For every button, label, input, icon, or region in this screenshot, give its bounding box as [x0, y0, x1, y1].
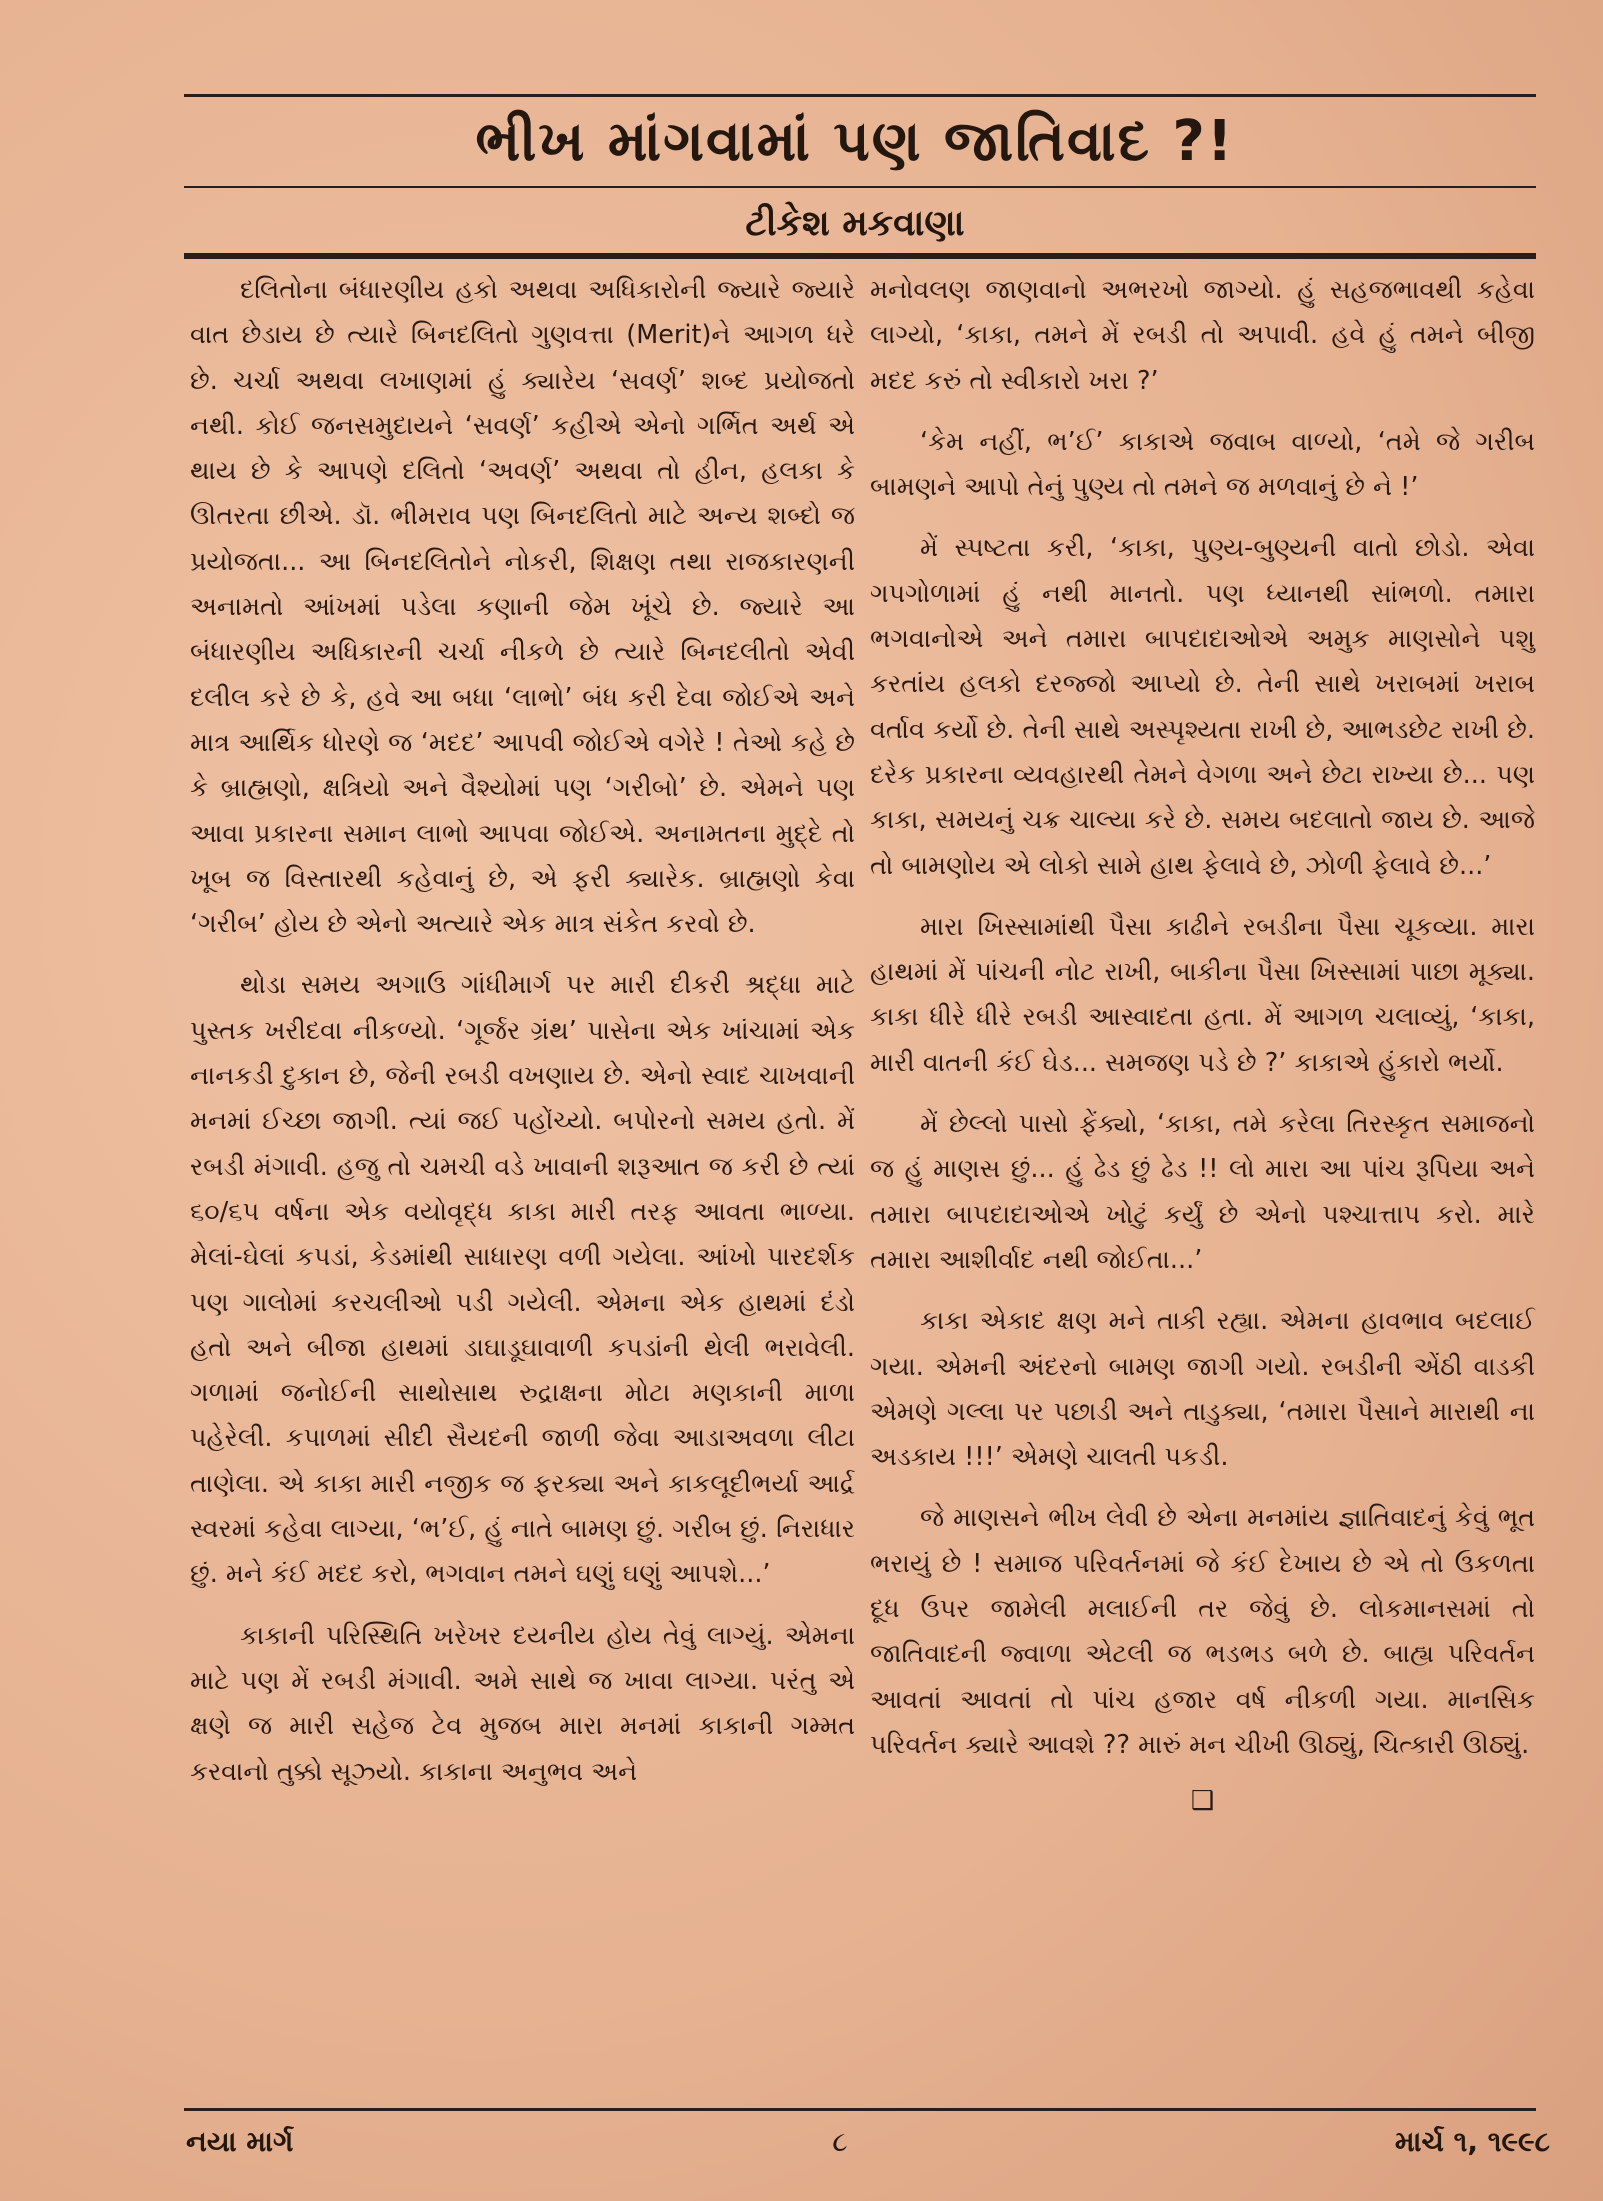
paragraph: ‘કેમ નહીં, ભ’ઈ’ કાકાએ જવાબ વાળ્યો, ‘તમે જે ગરીબ બામણને આપો તેનું પુણ્ય તો તમને જ મળવાનું છે ને !’ — [870, 426, 1535, 503]
author-name: ટીકેશ મકવાણા — [745, 203, 965, 244]
article-title: ભીખ માંગવામાં પણ જાતિવાદ ?! — [475, 109, 1235, 174]
paragraph: કાકા એકાદ ક્ષણ મને તાકી રહ્યા. એમના હાવભાવ બદલાઈ ગયા. એમની અંદરનો બામણ જાગી ગયો. રબડીની એંઠી વાડકી એમણે ગલ્લા પર પછાડી અને તાડુક્યા, ‘તમારા પૈસાને મારાથી ના અડકાય !!!’ એમણે ચાલતી પકડી. — [870, 1306, 1535, 1473]
top-rule — [184, 94, 1536, 97]
page-number: ૮ — [832, 2125, 848, 2158]
paragraph: મનોવલણ જાણવાનો અભરખો જાગ્યો. હું સહજભાવથી કહેવા લાગ્યો, ‘કાકા, તમને મેં રબડી તો અપાવી. હવે હું તમને બીજી મદદ કરું તો સ્વીકારો ખરા ?’ — [870, 275, 1535, 396]
issue-date: માર્ચ ૧, ૧૯૯૮ — [1394, 2125, 1550, 2158]
footer-rule — [184, 2108, 1536, 2111]
paragraph: કાકાની પરિસ્થિતિ ખરેખર દયનીય હોય તેવું લાગ્યું. એમના માટે પણ મેં રબડી મંગાવી. અમે સાથે જ ખાવા લાગ્યા. પરંતુ એ ક્ષણે જ મારી સહેજ ટેવ મુજબ મારા મનમાં કાકાની ગમ્મત કરવાનો તુક્કો સૂઝ્યો. કાકાના અનુભવ અને — [190, 1620, 855, 1787]
title-rule — [184, 186, 1536, 188]
paragraph: થોડા સમય અગાઉ ગાંધીમાર્ગ પર મારી દીકરી શ્રદ્ધા માટે પુસ્તક ખરીદવા નીકળ્યો. ‘ગૂર્જર ગ્રંથ’ પાસેના એક ખાંચામાં એક નાનકડી દુકાન છે, જેની રબડી વખણાય છે. એનો સ્વાદ ચાખવાની મનમાં ઈચ્છા જાગી. ત્યાં જઈ પહોંચ્યો. બપોરનો સમય હતો. મેં રબડી મંગાવી. હજુ તો ચમચી વડે ખાવાની શરૂઆત જ કરી છે ત્યાં ૬૦/૬૫ વર્ષના એક વયોવૃદ્ધ કાકા મારી તરફ આવતા ભાળ્યા. મેલાં-ઘેલાં કપડાં, કેડમાંથી સાધારણ વળી ગયેલા. આંખો પારદર્શક પણ ગાલોમાં કરચલીઓ પડી ગયેલી. એમના એક હાથમાં દંડો હતો અને બીજા હાથમાં ડાઘાડૂઘાવાળી કપડાંની થેલી ભરાવેલી. ગળામાં જનોઈની સાથોસાથ રુદ્રાક્ષના મોટા મણકાની માળા પહેરેલી. કપાળમાં સીદી સૈયદની જાળી જેવા આડાઅવળા લીટા તાણેલા. એ કાકા મારી નજીક જ ફરક્યા અને કાકલૂદીભર્યા આર્દ્ર સ્વરમાં કહેવા લાગ્યા, ‘ભ’ઈ, હું નાતે બામણ છું. ગરીબ છું. નિરાધાર છું. મને કંઈ મદદ કરો, ભગવાન તમને ઘણું ઘણું આપશે...’ — [190, 970, 855, 1590]
publication-name: નયા માર્ગ — [186, 2125, 294, 2158]
left-column — [190, 268, 855, 1811]
paragraph: દલિતોના બંધારણીય હકો અથવા અધિકારોની જ્યારે જ્યારે વાત છેડાય છે ત્યારે બિનદલિતો ગુણવત્તા (Merit)ને આગળ ધરે છે. ચર્ચા અથવા લખાણમાં હું ક્યારેય ‘સવર્ણ’ શબ્દ પ્રયોજતો નથી. કોઈ જનસમુદાયને ‘સવર્ણ’ કહીએ એનો ગર્ભિત અર્થ એ થાય છે કે આપણે દલિતો ‘અવર્ણ’ અથવા તો હીન, હલકા કે ઊતરતા છીએ. ડૉ. ભીમરાવ પણ બિનદલિતો માટે અન્ય શબ્દો જ પ્રયોજતા... આ બિનદલિતોને નોકરી, શિક્ષણ તથા રાજકારણની અનામતો આંખમાં પડેલા કણાની જેમ ખૂંચે છે. જ્યારે આ બંધારણીય અધિકારની ચર્ચા નીકળે છે ત્યારે બિનદલીતો એવી દલીલ કરે છે કે, હવે આ બધા ‘લાભો’ બંધ કરી દેવા જોઈએ અને માત્ર આર્થિક ધોરણે જ ‘મદદ’ આપવી જોઈએ વગેરે ! તેઓ કહે છે કે બ્રાહ્મણો, ક્ષત્રિયો અને વૈશ્યોમાં પણ ‘ગરીબો’ છે. એમને પણ આવા પ્રકારના સમાન લાભો આપવા જોઈએ. અનામતના મુદ્દે તો ખૂબ જ વિસ્તારથી કહેવાનું છે, એ ફરી ક્યારેક. બ્રાહ્મણો કેવા ‘ગરીબ’ હોય છે એનો અત્યારે એક માત્ર સંકેત કરવો છે. — [190, 275, 855, 940]
right-column — [870, 268, 1535, 1818]
paragraph: મેં સ્પષ્ટતા કરી, ‘કાકા, પુણ્ય-બુણ્યની વાતો છોડો. એવા ગપગોળામાં હું નથી માનતો. પણ ધ્યાનથી સાંભળો. તમારા ભગવાનોએ અને તમારા બાપદાદાઓએ અમુક માણસોને પશુ કરતાંય હલકો દરજ્જો આપ્યો છે. તેની સાથે ખરાબમાં ખરાબ વર્તાવ કર્યો છે. તેની સાથે અસ્પૃશ્યતા રાખી છે, આભડછેટ રાખી છે. દરેક પ્રકારના વ્યવહારથી તેમને વેગળા અને છેટા રાખ્યા છે... પણ કાકા, સમયનું ચક્ર ચાલ્યા કરે છે. સમય બદલાતો જાય છે. આજે તો બામણોય એ લોકો સામે હાથ ફેલાવે છે, ઝોળી ફેલાવે છે...’ — [870, 533, 1535, 881]
paragraph: જે માણસને ભીખ લેવી છે એના મનમાંય જ્ઞાતિવાદનું કેવું ભૂત ભરાયું છે ! સમાજ પરિવર્તનમાં જે કંઈ દેખાય છે એ તો ઉકળતા દૂધ ઉપર જામેલી મલાઈની તર જેવું છે. લોકમાનસમાં તો જાતિવાદની જ્વાળા એટલી જ ભડભડ બળે છે. બાહ્ય પરિવર્તન આવતાં આવતાં તો પાંચ હજાર વર્ષ નીકળી ગયા. માનસિક પરિવર્તન ક્યારે આવશે ?? મારું મન ચીખી ઊઠ્યું, ચિત્કારી ઊઠ્યું. — [870, 1503, 1535, 1760]
paragraph: મારા ખિસ્સામાંથી પૈસા કાઢીને રબડીના પૈસા ચૂકવ્યા. મારા હાથમાં મેં પાંચની નોટ રાખી, બાકીના પૈસા ખિસ્સામાં પાછા મૂક્યા. કાકા ધીરે ધીરે રબડી આસ્વાદતા હતા. મેં આગળ ચલાવ્યું, ‘કાકા, મારી વાતની કંઈ ઘેડ... સમજણ પડે છે ?’ કાકાએ હુંકારો ભર્યો. — [870, 911, 1535, 1078]
header-rule-thick — [184, 253, 1536, 259]
paragraph: મેં છેલ્લો પાસો ફેંક્યો, ‘કાકા, તમે કરેલા તિરસ્કૃત સમાજનો જ હું માણસ છું... હું ઢેડ છું ઢેડ !! લો મારા આ પાંચ રૂપિયા અને તમારા બાપદાદાઓએ ખોટું કર્યું છે એનો પશ્ચાત્તાપ કરો. મારે તમારા આશીર્વાદ નથી જોઈતા...’ — [870, 1109, 1535, 1275]
end-mark-icon: ❑ — [1190, 1786, 1215, 1817]
